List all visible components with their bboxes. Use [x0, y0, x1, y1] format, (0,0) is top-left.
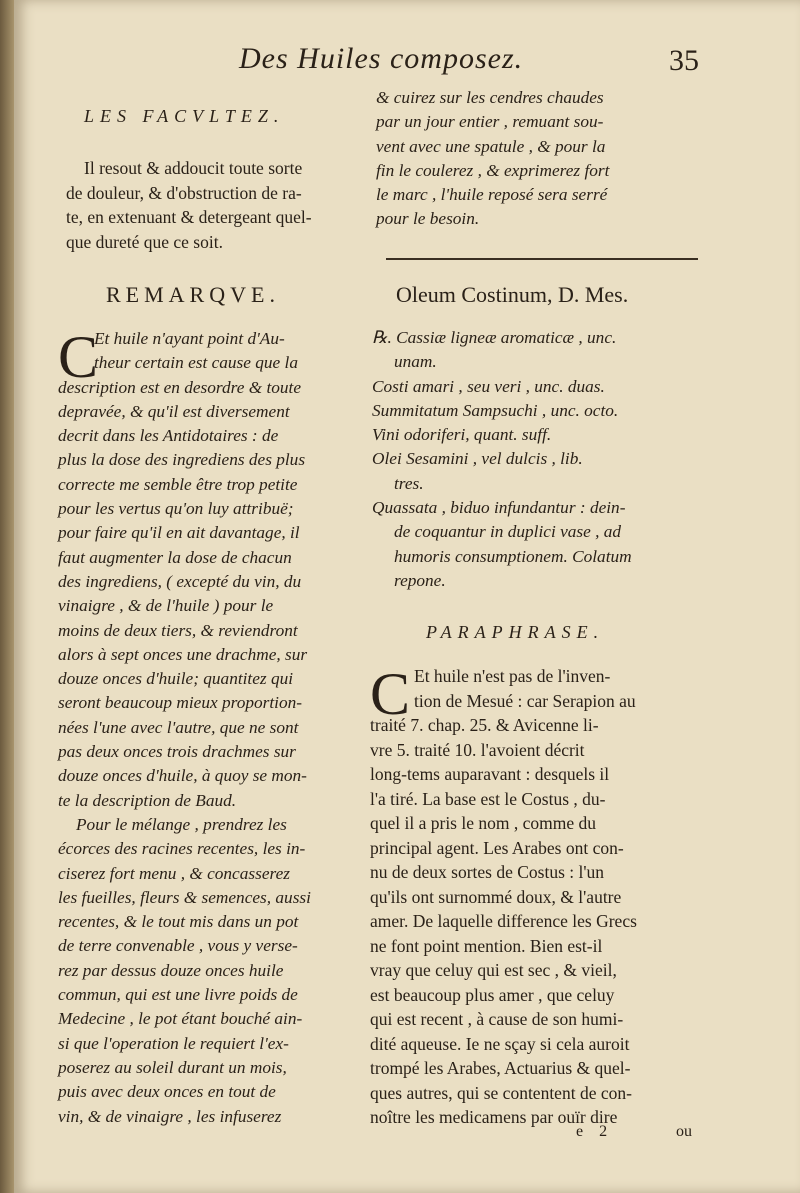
- text-line: depravée, & qu'il est diversement: [58, 401, 290, 421]
- text-line: vent avec une spatule , & pour la: [376, 136, 606, 156]
- text-line: & cuirez sur les cendres chaudes: [376, 88, 604, 107]
- text-line: fin le coulerez , & exprimerez fort: [376, 160, 610, 180]
- text-line: commun, qui est une livre poids de: [58, 985, 298, 1005]
- text-line: pas deux onces trois drachmes sur: [58, 742, 296, 762]
- text-line: moins de deux tiers, & reviendront: [58, 620, 298, 640]
- text-line: ciserez fort menu , & concasserez: [58, 863, 290, 883]
- dropcap-letter: C: [370, 661, 411, 727]
- text-line: Pour le mélange , prendrez les: [76, 814, 287, 834]
- text-line: de coquantur in duplici vase , ad: [394, 522, 622, 542]
- text-line: unam.: [394, 352, 437, 372]
- facultez-heading: LES FACVLTEZ.: [84, 106, 285, 126]
- remarque-heading: REMARQVE.: [106, 282, 280, 307]
- text-line: écorces des racines recentes, les in-: [58, 839, 306, 859]
- text-line: qui est recent , à cause de son humi-: [370, 1009, 624, 1029]
- text-line: rez par dessus douze onces huile: [58, 960, 284, 980]
- text-line: te, en extenuant & detergeant quel-: [66, 207, 312, 227]
- text-line: te la description de Baud.: [58, 790, 237, 810]
- text-line: nées l'une avec l'autre, que ne sont: [58, 717, 299, 737]
- text-line: Costi amari , seu veri , unc. duas.: [372, 376, 605, 396]
- text-line: pour faire qu'il en ait davantage, il: [58, 523, 300, 543]
- text-line: de terre convenable , vous y verse-: [58, 936, 298, 956]
- text-line: vinaigre , & de l'huile ) pour le: [58, 596, 274, 616]
- text-line: ne font point mention. Bien est-il: [370, 935, 603, 956]
- text-line: correcte me semble être trop petite: [58, 474, 298, 494]
- text-line: douze onces d'huile, à quoy se mon-: [58, 766, 307, 786]
- signature-mark: e 2: [576, 1123, 614, 1140]
- text-line: theur certain est cause que la: [94, 353, 298, 373]
- text-line: l'a tiré. La base est le Costus , du-: [370, 788, 606, 809]
- continuation-text: [376, 86, 609, 232]
- text-line: Et huile n'est pas de l'inven-: [414, 666, 611, 686]
- text-line: principal agent. Les Arabes ont con-: [370, 837, 624, 858]
- facultez-text: [66, 156, 366, 254]
- text-line: par un jour entier , remuant sou-: [376, 112, 604, 132]
- text-line: quel il a pris le nom , comme du: [370, 813, 596, 833]
- text-line: Olei Sesamini , vel dulcis , lib.: [372, 449, 583, 469]
- text-line: poserez au soleil durant un mois,: [58, 1057, 287, 1077]
- recipe-title: Oleum Costinum, D. Mes.: [396, 282, 629, 307]
- text-line: Vini odoriferi, quant. suff.: [372, 425, 552, 445]
- text-line: description est en desordre & toute: [58, 377, 302, 397]
- text-line: faut augmenter la dose de chacun: [58, 547, 292, 567]
- section-rule: [386, 258, 698, 260]
- text-line: que dureté que ce soit.: [66, 231, 223, 252]
- text-line: seront beaucoup mieux proportion-: [58, 693, 302, 713]
- text-line: Quassata , biduo infundantur : dein-: [372, 498, 626, 518]
- book-page: [14, 0, 800, 1193]
- text-line: humoris consumptionem. Colatum: [394, 546, 632, 566]
- catchword: ou: [676, 1123, 692, 1140]
- text-line: douze onces d'huile; quantitez qui: [58, 669, 294, 689]
- text-line: ℞. Cassiæ ligneæ aromaticæ , unc.: [372, 328, 617, 347]
- text-line: les fueilles, fleurs & semences, aussi: [58, 887, 311, 907]
- text-line: si que l'operation le requiert l'ex-: [58, 1033, 289, 1053]
- text-line: trompé les Arabes, Actuarius & quel-: [370, 1058, 631, 1078]
- text-line: tres.: [394, 473, 424, 493]
- text-line: vray que celuy qui est sec , & vieil,: [370, 960, 617, 980]
- text-line: Summitatum Sampsuchi , unc. octo.: [372, 400, 619, 420]
- text-line: vin, & de vinaigre , les infuserez: [58, 1106, 282, 1126]
- text-line: recentes, & le tout mis dans un pot: [58, 912, 299, 932]
- text-line: Et huile n'ayant point d'Au-: [94, 329, 285, 348]
- text-line: ques autres, qui se contentent de con-: [370, 1082, 632, 1103]
- remarque-text: [58, 324, 311, 1129]
- text-line: le marc , l'huile reposé sera serré: [376, 185, 608, 205]
- text-line: des ingrediens, ( excepté du vin, du: [58, 571, 302, 591]
- running-title: Des Huiles composez.: [239, 42, 524, 75]
- text-line: tion de Mesué : car Serapion au: [414, 690, 636, 711]
- text-line: puis avec deux onces en tout de: [58, 1082, 276, 1102]
- text-line: dité aqueuse. Ie ne sçay si cela auroit: [370, 1033, 630, 1054]
- paraphrase-text: [370, 661, 637, 1130]
- text-line: Il resout & addoucit toute sorte: [84, 158, 303, 178]
- text-line: noître les medicamens par ouïr dire: [370, 1107, 618, 1127]
- text-line: decrit dans les Antidotaires : de: [58, 426, 279, 446]
- text-line: de douleur, & d'obstruction de ra-: [66, 182, 302, 203]
- text-line: qu'ils ont surnommé doux, & l'autre: [370, 886, 622, 907]
- text-line: traité 7. chap. 25. & Avicenne li-: [370, 715, 599, 735]
- recipe-text: [372, 326, 632, 593]
- text-line: pour le besoin.: [376, 209, 480, 229]
- dropcap-letter: C: [58, 324, 99, 390]
- text-line: alors à sept onces une drachme, sur: [58, 644, 308, 664]
- text-line: repone.: [394, 570, 446, 590]
- page-number: 35: [669, 44, 699, 77]
- paraphrase-heading: PARAPHRASE.: [426, 622, 605, 642]
- text-line: plus la dose des ingrediens des plus: [58, 450, 306, 470]
- text-line: pour les vertus qu'on luy attribuë;: [58, 499, 294, 519]
- text-line: long-tems auparavant : desquels il: [370, 764, 610, 784]
- text-line: nu de deux sortes de Costus : l'un: [370, 862, 605, 882]
- text-line: Medecine , le pot étant bouché ain-: [58, 1009, 303, 1029]
- text-line: vre 5. traité 10. l'avoient décrit: [370, 739, 585, 760]
- text-line: amer. De laquelle difference les Grecs: [370, 911, 637, 931]
- binding-gutter: [0, 0, 14, 1193]
- text-line: est beaucoup plus amer , que celuy: [370, 984, 615, 1005]
